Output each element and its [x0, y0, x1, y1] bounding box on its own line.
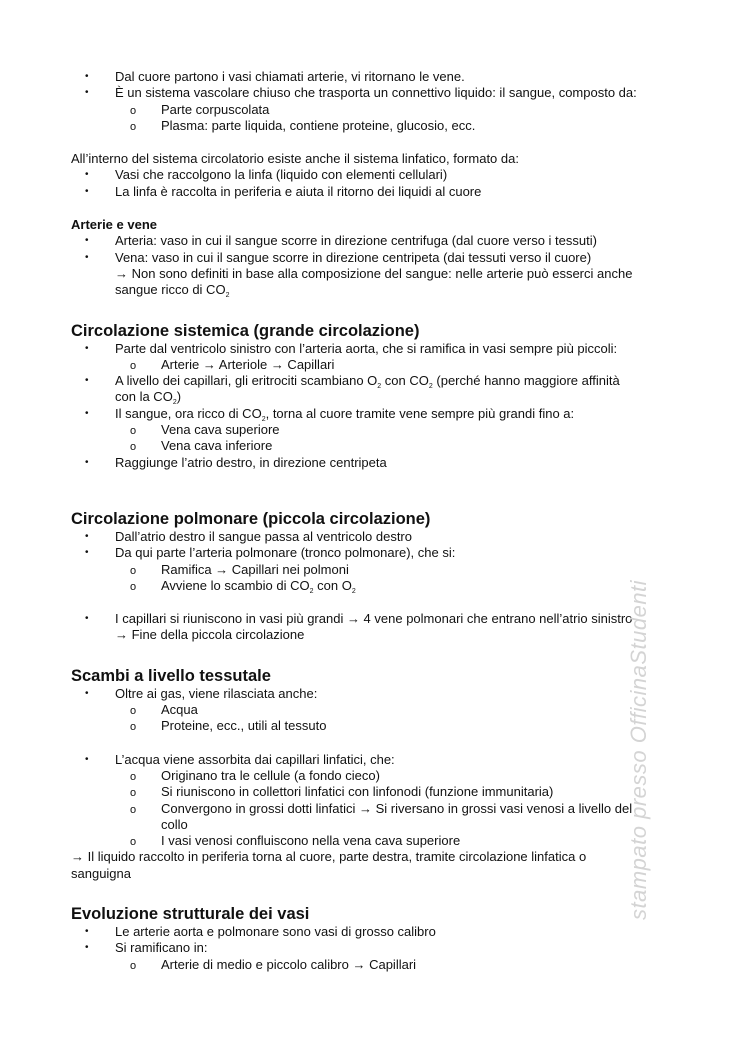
list-item: • L’acqua viene assorbita dai capillari linfatici, che:: [71, 752, 671, 768]
paragraph: All’interno del sistema circolatorio esiste anche il sistema linfatico, formato da:: [71, 151, 519, 167]
sub-list-item: o Vena cava inferiore: [71, 438, 671, 454]
list-item: • Si ramificano in:: [71, 940, 671, 956]
sub-list-item: o Si riuniscono in collettori linfatici con linfonodi (funzione immunitaria): [71, 784, 671, 800]
sub-list-item: o Proteine, ecc., utili al tessuto: [71, 718, 671, 734]
sub-list-item: o Convergono in grossi dotti linfatici → Si riversano in grossi vasi venosi a livello del: [71, 801, 671, 817]
list-item: • Arteria: vaso in cui il sangue scorre in direzione centrifuga (dal cuore verso i tessuti): [71, 233, 671, 249]
list-item: • È un sistema vascolare chiuso che trasporta un connettivo liquido: il sangue, composto da:: [71, 85, 671, 101]
list-item: • Dal cuore partono i vasi chiamati arterie, vi ritornano le vene.: [71, 69, 671, 85]
list-item: • Raggiunge l’atrio destro, in direzione centripeta: [71, 455, 671, 471]
list-item-continuation: sangue ricco di $CO_2$: [115, 282, 230, 300]
sub-list-item: o Plasma: parte liquida, contiene proteine, glucosio, ecc.: [71, 118, 671, 134]
list-item: • I capillari si riuniscono in vasi più grandi → 4 vene polmonari che entrano nell’atrio sinistro: [71, 611, 671, 627]
watermark: stampato presso OfficinaStudenti: [626, 579, 651, 920]
sub-list-item: o Ramifica → Capillari nei polmoni: [71, 562, 671, 578]
sub-list-item: o I vasi venosi confluiscono nella vena cava superiore: [71, 833, 671, 849]
list-item: • La linfa è raccolta in periferia e aiuta il ritorno dei liquidi al cuore: [71, 184, 671, 200]
list-item: • Il sangue, ora ricco di $CO_2$, torna al cuore tramite vene sempre più grandi fino a:: [71, 406, 671, 422]
sub-list-item: o Vena cava superiore: [71, 422, 671, 438]
note-line: sanguigna: [71, 865, 131, 881]
section-heading: Circolazione sistemica (grande circolazione): [71, 321, 420, 340]
sub-list-item: o Arterie → Arteriole → Capillari: [71, 357, 671, 373]
list-item: • Dall’atrio destro il sangue passa al ventricolo destro: [71, 529, 671, 545]
section-heading: Evoluzione strutturale dei vasi: [71, 904, 310, 923]
section-heading: Circolazione polmonare (piccola circolazione): [71, 509, 431, 528]
list-item: • Oltre ai gas, viene rilasciata anche:: [71, 686, 671, 702]
sub-list-item: o Avviene lo scambio di $CO_2$ con $O_2$: [71, 578, 671, 594]
list-item: • Le arterie aorta e polmonare sono vasi di grosso calibro: [71, 924, 671, 940]
sub-list-item: o Originano tra le cellule (a fondo cieco): [71, 768, 671, 784]
sub-list-item: o Parte corpuscolata: [71, 102, 671, 118]
list-item-continuation: → Non sono definiti in base alla composizione del sangue: nelle arterie può esserci anche: [115, 265, 633, 281]
sub-list-item-continuation: collo: [161, 816, 188, 832]
list-item-continuation: → Fine della piccola circolazione: [115, 627, 305, 643]
document-body: [71, 69, 671, 973]
sub-list-item: o Acqua: [71, 702, 671, 718]
list-item: • Vena: vaso in cui il sangue scorre in direzione centripeta (dai tessuti verso il cuore): [71, 250, 671, 266]
section-subheading: Arterie e vene: [71, 217, 157, 233]
section-heading: Scambi a livello tessutale: [71, 666, 271, 685]
list-item: • Parte dal ventricolo sinistro con l’arteria aorta, che si ramifica in vasi sempre più piccoli:: [71, 341, 671, 357]
note-line: → Il liquido raccolto in periferia torna al cuore, parte destra, tramite circolazione linfatica o: [71, 849, 587, 865]
sub-list-item: o Arterie di medio e piccolo calibro → Capillari: [71, 957, 671, 973]
list-item-continuation: con la $CO_2$): [115, 389, 182, 407]
list-item: • A livello dei capillari, gli eritrociti scambiano $O_2$ con $CO_2$ (perché hanno maggiore affinità: [71, 373, 671, 389]
list-item: • Da qui parte l’arteria polmonare (tronco polmonare), che si:: [71, 545, 671, 561]
list-item: • Vasi che raccolgono la linfa (liquido con elementi cellulari): [71, 167, 671, 183]
